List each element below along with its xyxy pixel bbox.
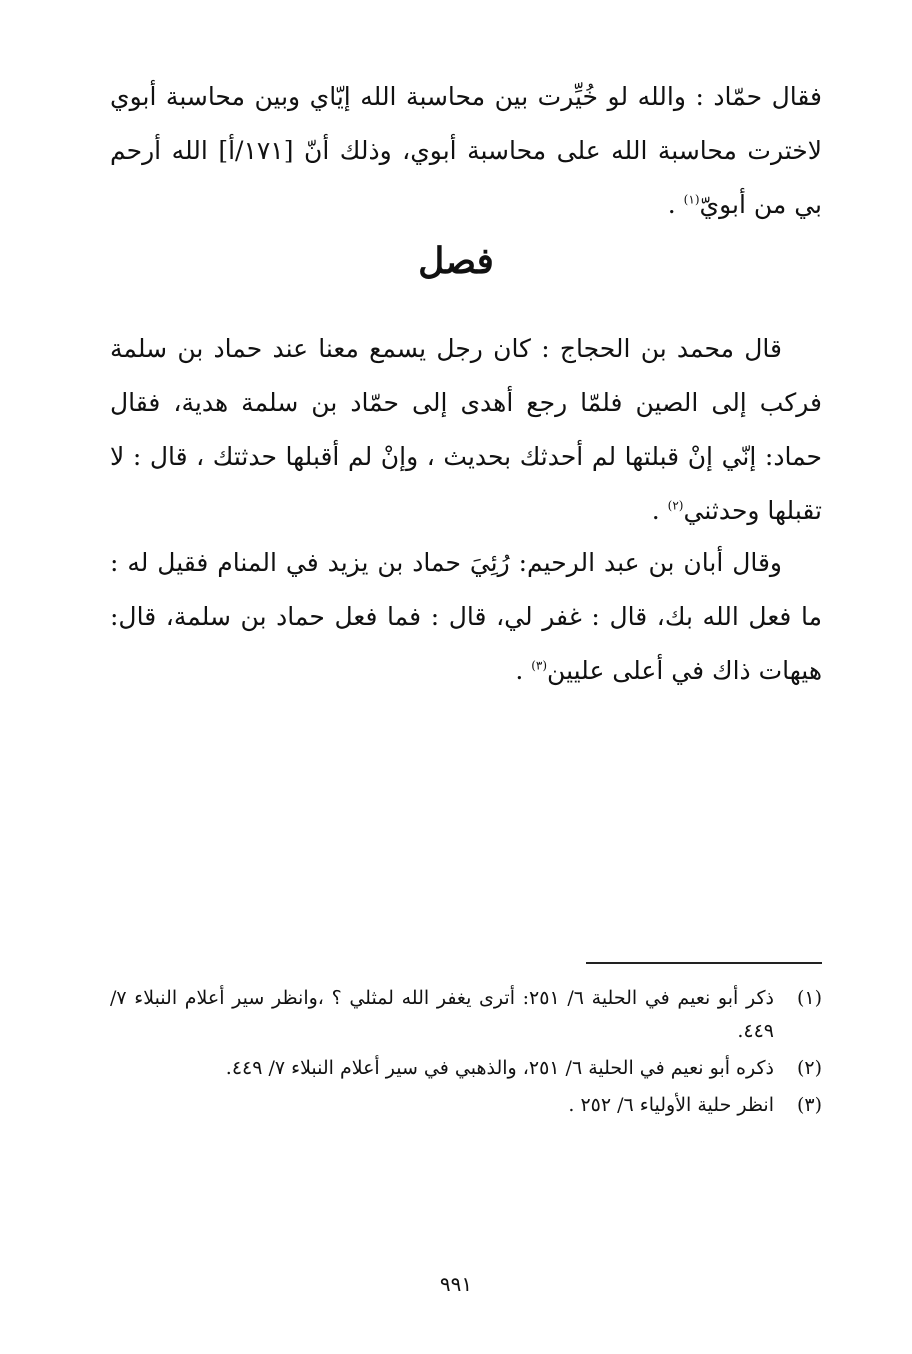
paragraph-2: [110, 536, 822, 698]
paragraph-2-text: وقال أبان بن عبد الرحيم: رُئِيَ حماد بن يزيد في المنام فقيل له : ما فعل الله بك، قال : غفر لي، قال : فما فعل حماد بن سلمة، قال: هيهات ذاك في أعلى عليين: [110, 548, 822, 685]
footnote-separator: [586, 962, 822, 964]
paragraph-2-end: .: [515, 656, 532, 685]
footnote-number: (١): [796, 987, 822, 1009]
footnote-text: انظر حلية الأولياء ٦/ ٢٥٢ .: [568, 1094, 774, 1116]
footnote-ref-1: (١): [683, 192, 700, 207]
intro-paragraph: [110, 70, 822, 232]
footnotes: [110, 982, 822, 1126]
footnote-item: [110, 1052, 822, 1085]
intro-text: فقال حمّاد : والله لو خُيِّرت بين محاسبة الله إيّاي وبين محاسبة أبوي لاخترت محاسبة الله على محاسبة أبوي، وذلك أنّ [١٧١/أ] الله أرحم بي من أبويّ: [110, 82, 822, 219]
footnote-ref-2: (٢): [667, 498, 684, 513]
footnote-item: [110, 1089, 822, 1122]
intro-end: .: [667, 190, 684, 219]
footnote-number: (٢): [796, 1057, 822, 1079]
footnote-item: [110, 982, 822, 1048]
footnote-number: (٣): [796, 1094, 822, 1116]
paragraph-1-text: قال محمد بن الحجاج : كان رجل يسمع معنا عند حماد بن سلمة فركب إلى الصين فلمّا رجع أهدى إلى حمّاد بن سلمة هدية، فقال حماد: إنّي إنْ قبلتها لم أحدثك بحديث ، وإنْ لم أقبلها حدثتك ، قال : لا تقبلها وحدثني: [110, 334, 822, 525]
footnote-text: ذكر أبو نعيم في الحلية ٦/ ٢٥١: أترى يغفر الله لمثلي ؟ ،وانظر سير أعلام النبلاء ٧/ ٤٤٩.: [110, 987, 774, 1042]
paragraph-1: [110, 322, 822, 538]
footnote-ref-3: (٣): [531, 658, 548, 673]
page-number: ٩٩١: [439, 1272, 473, 1296]
section-heading: فصل: [418, 240, 494, 282]
footnote-text: ذكره أبو نعيم في الحلية ٦/ ٢٥١، والذهبي في سير أعلام النبلاء ٧/ ٤٤٩.: [225, 1057, 774, 1079]
paragraph-1-end: .: [651, 496, 668, 525]
